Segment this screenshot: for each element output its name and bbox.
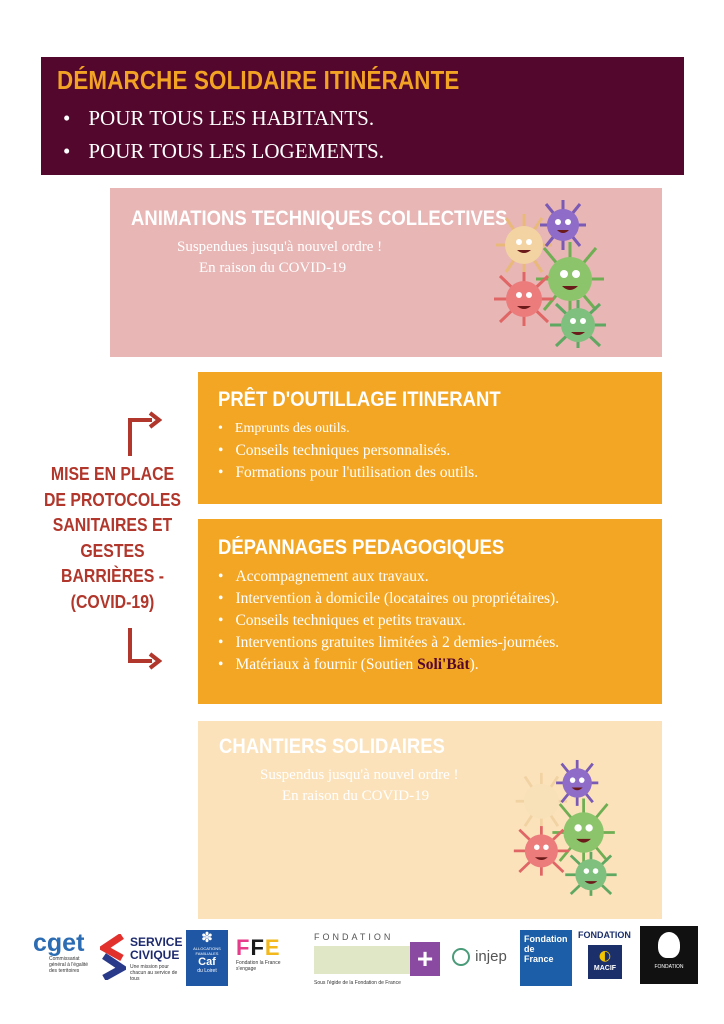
ffe-subtitle: Fondation la France s'engage — [236, 960, 281, 972]
fondation-subtitle: Sous l'égide de la Fondation de France — [314, 980, 401, 986]
service-civique-subtitle: Une mission pour chacun au service de tous — [130, 964, 178, 982]
fondation-de-france-logo — [520, 930, 572, 986]
cget-wordmark: cget — [33, 929, 85, 957]
fondation-wordmark: FONDATION — [314, 932, 394, 942]
materials-prefix: Matériaux à fournir (Soutien — [235, 656, 418, 673]
arrow-down-right-icon — [124, 626, 162, 670]
note-line: DE PROTOCOLES — [43, 489, 182, 510]
macif-line1: FONDATION — [578, 930, 631, 940]
animations-reason: En raison du COVID-19 — [199, 260, 347, 276]
fdf-line1: Fondation — [524, 934, 568, 944]
service-civique-line1: SERVICE — [130, 935, 183, 949]
partner-logos — [0, 926, 724, 1016]
animations-title: ANIMATIONS TECHNIQUES COLLECTIVES — [131, 207, 508, 230]
chantiers-reason: En raison du COVID-19 — [282, 788, 430, 804]
chantiers-suspended: Suspendus jusqu'à nouvel ordre ! — [260, 767, 459, 783]
caf-logo — [186, 930, 228, 986]
arrow-up-right-icon — [124, 408, 162, 458]
fdf-line3: France — [524, 954, 554, 964]
note-line: (COVID-19) — [70, 591, 155, 612]
caf-line3: du Loiret — [197, 968, 217, 974]
list-item: • Intervention à domicile (locataires ou propriétaires). — [218, 588, 662, 610]
abbe-wordmark: FONDATION — [654, 964, 684, 970]
solibat-highlight: Soli'Bât — [417, 656, 470, 673]
fdf-line2: de — [524, 944, 535, 954]
fondation-macif-logo — [578, 930, 636, 986]
materials-suffix: ). — [469, 656, 479, 673]
injep-mark-icon — [452, 948, 470, 966]
list-item — [218, 654, 662, 676]
injep-logo — [452, 946, 512, 970]
ffe-logo — [236, 936, 296, 986]
virus-cluster-icon — [512, 757, 624, 897]
animations-suspended: Suspendues jusqu'à nouvel ordre ! — [177, 239, 383, 255]
macif-emblem-icon: ◐ — [598, 948, 612, 964]
covid-protocol-note — [40, 462, 185, 615]
header-item: • POUR TOUS LES LOGEMENTS. — [63, 135, 684, 168]
caf-line2: Caf — [198, 956, 216, 968]
macif-line2: MACIF — [593, 965, 617, 972]
fondation-band — [314, 946, 410, 974]
depannages-box — [198, 519, 662, 704]
list-item: • Emprunts des outils. — [218, 418, 662, 440]
service-civique-logo — [100, 934, 182, 990]
header-banner — [41, 57, 684, 175]
list-item: • Interventions gratuites limitées à 2 demies-journées. — [218, 632, 662, 654]
note-line: MISE EN PLACE — [50, 464, 175, 484]
ffe-wordmark: FFE — [236, 935, 281, 960]
page-title: DÉMARCHE SOLIDAIRE ITINÉRANTE — [57, 65, 460, 95]
pret-list — [218, 418, 662, 484]
cget-subtitle: Commissariat général à l'égalité des territoires — [49, 956, 89, 974]
header-list — [57, 102, 684, 168]
portrait-icon — [658, 932, 680, 958]
list-item: • Conseils techniques et petits travaux. — [218, 610, 662, 632]
caf-emblem-icon: ✽ — [201, 930, 213, 946]
note-line: GESTES — [80, 540, 145, 561]
pret-title: PRÊT D'OUTILLAGE ITINERANT — [218, 388, 501, 411]
note-line: SANITAIRES ET — [52, 515, 173, 535]
depannages-title: DÉPANNAGES PEDAGOGIQUES — [218, 536, 505, 559]
note-line: BARRIÈRES - — [61, 566, 164, 586]
cget-logo — [33, 930, 95, 1000]
macif-badge — [588, 945, 622, 979]
chantiers-title: CHANTIERS SOLIDAIRES — [219, 735, 445, 758]
list-item: • Accompagnement aux travaux. — [218, 566, 662, 588]
service-civique-mark-icon — [100, 934, 126, 980]
fondation-logo — [314, 932, 440, 992]
virus-cluster-icon — [492, 198, 614, 348]
depannages-list — [218, 566, 662, 676]
list-item: • Formations pour l'utilisation des outils. — [218, 462, 662, 484]
list-item: • Conseils techniques personnalisés. — [218, 440, 662, 462]
service-civique-line2: CIVIQUE — [130, 948, 180, 962]
fondation-abbe-pierre-logo — [640, 926, 698, 984]
header-item: • POUR TOUS LES HABITANTS. — [63, 102, 684, 135]
plus-icon: + — [410, 942, 440, 976]
pret-outillage-box — [198, 372, 662, 504]
injep-wordmark: injep — [475, 948, 507, 965]
caf-line1: ALLOCATIONS FAMILIALES — [193, 946, 221, 956]
